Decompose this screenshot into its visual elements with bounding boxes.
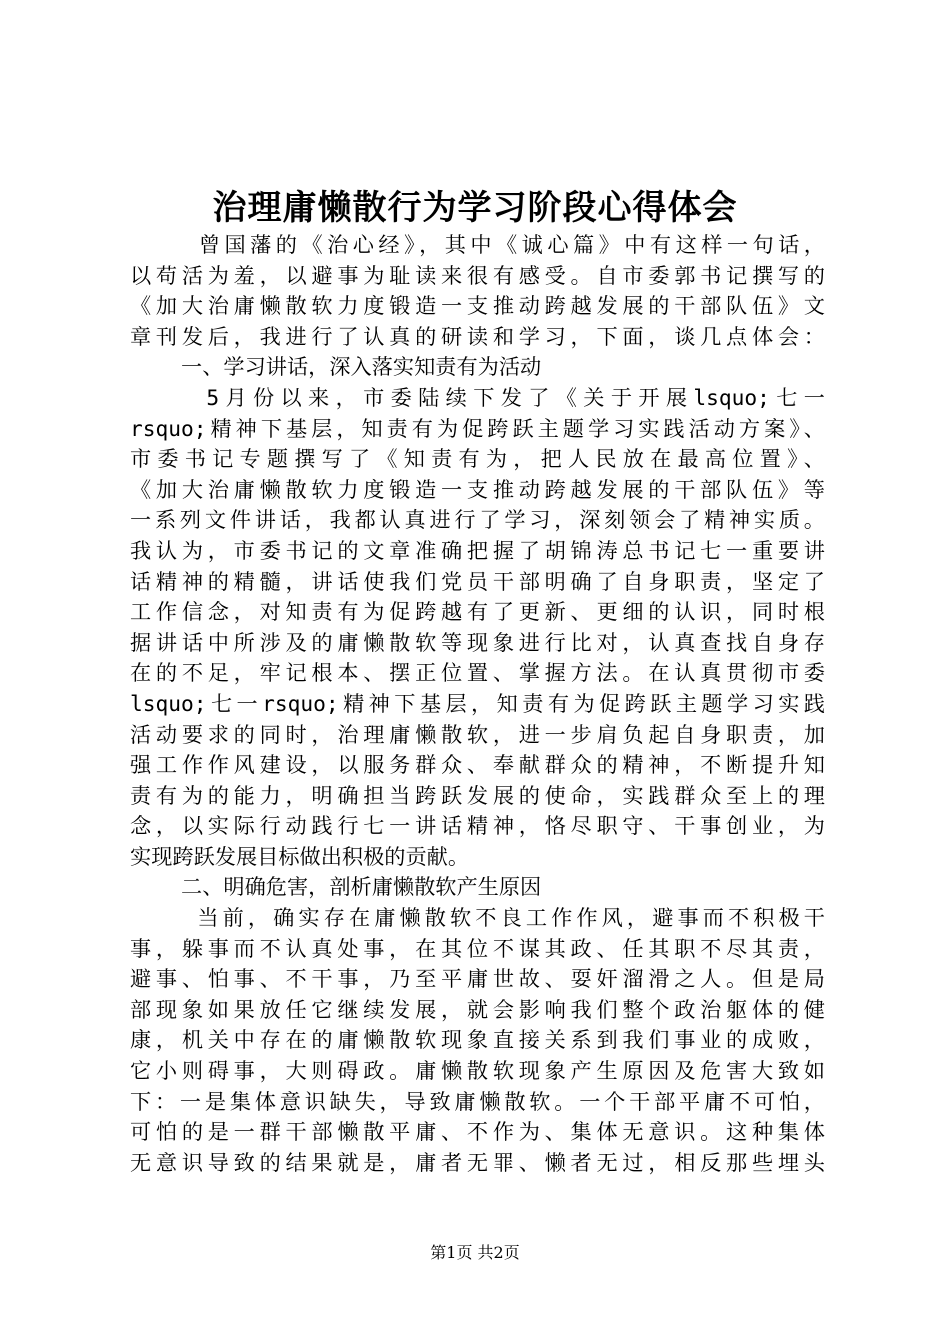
page-footer: 第1页 共2页 xyxy=(430,1243,520,1262)
body-line: 以苟活为羞，以避事为耻读来很有感受。自市委郭书记撰写的 xyxy=(130,262,825,288)
body-line: 可怕的是一群干部懒散平庸、不作为、集体无意识。这种集体 xyxy=(130,1119,825,1145)
body-line: 据讲话中所涉及的庸懒散软等现象进行比对，认真查找自身存 xyxy=(130,629,825,655)
body-line: 康，机关中存在的庸懒散软现象直接关系到我们事业的成败， xyxy=(130,1027,825,1053)
document-body xyxy=(130,230,825,1178)
body-line: 实现跨跃发展目标做出积极的贡献。 xyxy=(130,843,470,869)
body-line: 念，以实际行动践行七一讲话精神，恪尽职守、干事创业，为 xyxy=(130,813,825,839)
body-line: 二、明确危害，剖析庸懒散软产生原因 xyxy=(130,874,542,900)
body-line: 部现象如果放任它继续发展，就会影响我们整个政治躯体的健 xyxy=(130,996,825,1022)
body-line: rsquo;精神下基层，知责有为促跨跃主题学习实践活动方案》、 xyxy=(130,415,825,441)
body-line: lsquo;七一rsquo;精神下基层，知责有为促跨跃主题学习实践 xyxy=(130,690,825,716)
body-line: 避事、怕事、不干事，乃至平庸世故、耍奸溜滑之人。但是局 xyxy=(130,966,825,992)
body-line: 无意识导致的结果就是，庸者无罪、懒者无过，相反那些埋头 xyxy=(130,1149,825,1175)
body-line: 市委书记专题撰写了《知责有为，把人民放在最高位置》、 xyxy=(130,446,825,472)
body-line: 《加大治庸懒散软力度锻造一支推动跨越发展的干部队伍》等 xyxy=(130,476,825,502)
body-line: 在的不足，牢记根本、摆正位置、掌握方法。在认真贯彻市委 xyxy=(130,660,825,686)
body-line: 事，躲事而不认真处事，在其位不谋其政、任其职不尽其责， xyxy=(130,935,825,961)
body-line: 活动要求的同时，治理庸懒散软，进一步肩负起自身职责，加 xyxy=(130,721,825,747)
body-line: 一系列文件讲话，我都认真进行了学习，深刻领会了精神实质。 xyxy=(130,507,825,533)
body-line: 话精神的精髓，讲话使我们党员干部明确了自身职责，坚定了 xyxy=(130,568,825,594)
body-line: 它小则碍事，大则碍政。庸懒散软现象产生原因及危害大致如 xyxy=(130,1058,825,1084)
body-line: 下：一是集体意识缺失，导致庸懒散软。一个干部平庸不可怕， xyxy=(130,1088,825,1114)
body-line: 责有为的能力，明确担当跨跃发展的使命，实践群众至上的理 xyxy=(130,782,825,808)
body-line: 曾国藩的《治心经》，其中《诚心篇》中有这样一句话， xyxy=(130,232,825,257)
body-line: 工作信念，对知责有为促跨越有了更新、更细的认识，同时根 xyxy=(130,599,825,625)
body-line: 5月份以来，市委陆续下发了《关于开展lsquo;七一 xyxy=(130,384,825,410)
body-line: 我认为，市委书记的文章准确把握了胡锦涛总书记七一重要讲 xyxy=(130,537,825,563)
body-line: 《加大治庸懒散软力度锻造一支推动跨越发展的干部队伍》文 xyxy=(130,293,825,319)
body-line: 章刊发后，我进行了认真的研读和学习，下面，谈几点体会： xyxy=(130,323,825,349)
document-title: 治理庸懒散行为学习阶段心得体会 xyxy=(212,188,738,228)
body-line: 强工作作风建设，以服务群众、奉献群众的精神，不断提升知 xyxy=(130,752,825,778)
body-line: 一、学习讲话，深入落实知责有为活动 xyxy=(130,354,542,380)
body-line: 当前，确实存在庸懒散软不良工作作风，避事而不积极干 xyxy=(130,905,825,931)
